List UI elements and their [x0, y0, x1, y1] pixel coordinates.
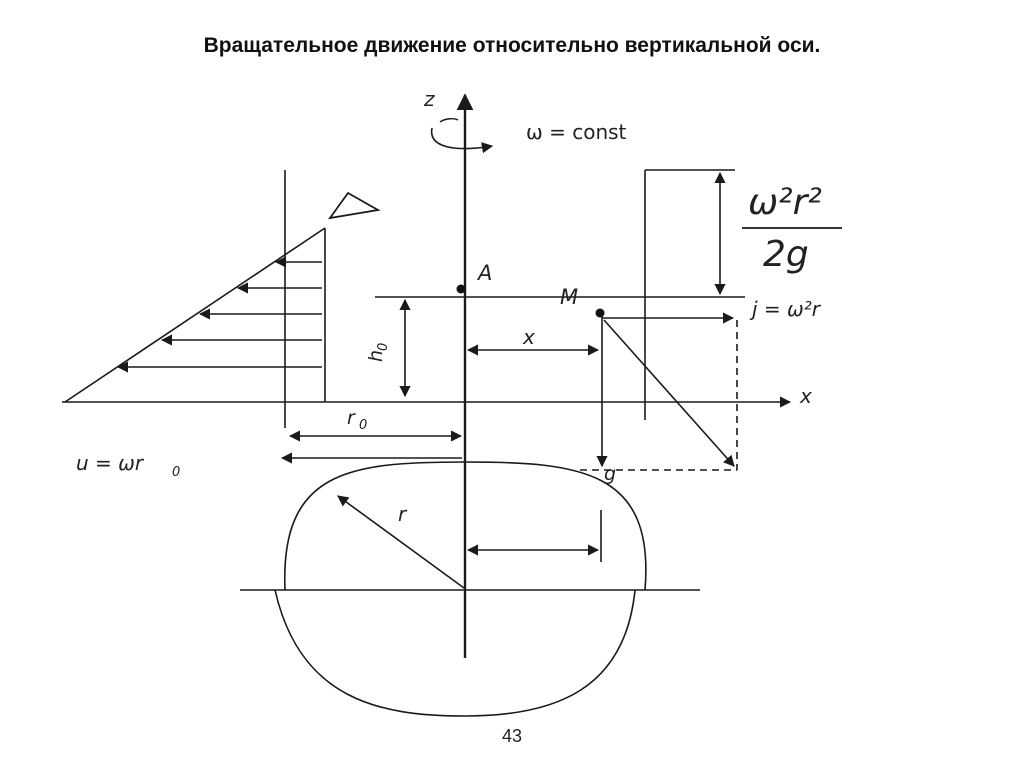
- h0-label: [365, 343, 391, 362]
- point-m-dot: [596, 309, 605, 318]
- r-radius-label: r: [398, 502, 407, 526]
- omega-const-label: ω = const: [526, 120, 627, 144]
- svg-text:0: 0: [376, 342, 391, 351]
- vessel-lower-arc: [275, 590, 635, 716]
- svg-text:0: 0: [172, 465, 181, 480]
- slide-title: Вращательное движение относительно вертикальной оси.: [203, 34, 821, 57]
- svg-text:0: 0: [359, 418, 368, 433]
- rotation-arrow-icon: [432, 128, 492, 149]
- x-distance-label: x: [523, 325, 535, 349]
- triangle-hypotenuse: [65, 228, 325, 402]
- r0-label: [347, 407, 367, 433]
- svg-text:r: r: [347, 407, 355, 429]
- svg-text:h: h: [365, 349, 387, 362]
- point-m-label: M: [560, 285, 579, 309]
- free-surface-icon: [330, 193, 378, 218]
- svg-text:u = ωr: u = ωr: [76, 451, 144, 475]
- g-label: g: [604, 463, 617, 485]
- j-formula-label: j = ω²r: [752, 297, 821, 321]
- fraction-denominator: 2g: [763, 234, 809, 275]
- page-number: 43: [501, 726, 523, 746]
- point-a-dot: [457, 285, 466, 294]
- x-axis-label: x: [800, 384, 812, 408]
- resultant-arrow: [604, 320, 734, 466]
- point-a-label: A: [478, 261, 493, 285]
- z-axis-label: z: [424, 87, 435, 111]
- fraction-numerator: ω²r²: [748, 182, 822, 223]
- u-formula-label: [76, 451, 180, 480]
